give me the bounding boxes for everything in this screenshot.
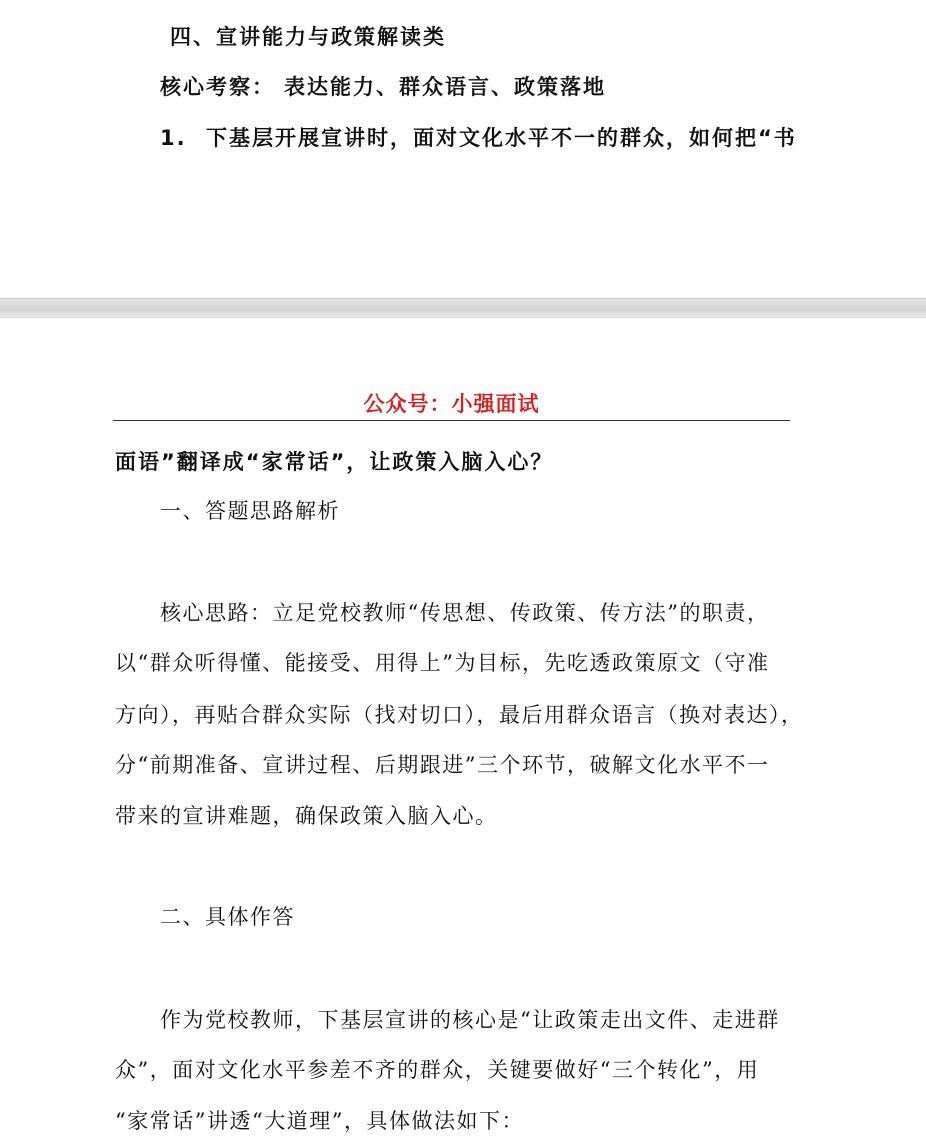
section1-heading: 一、答题思路解析	[160, 499, 340, 523]
para1-line: 带来的宣讲难题，确保政策入脑入心。	[115, 804, 498, 828]
document-page-bottom	[0, 318, 926, 1137]
para1-line: 核心思路：立足党校教师“传思想、传政策、传方法”的职责，	[160, 601, 770, 625]
para2-line: 作为党校教师，下基层宣讲的核心是“让政策走出文件、走进群	[160, 1008, 780, 1032]
para1-line: 以“群众听得懂、能接受、用得上”为目标，先吃透政策原文（守准	[115, 651, 770, 675]
page-header-rule	[113, 420, 790, 421]
core-items: 表达能力、群众语言、政策落地	[284, 75, 606, 99]
page-header-title: 公众号：小强面试	[363, 392, 540, 416]
core-label: 核心考察：	[160, 75, 275, 99]
page-break-gap	[0, 298, 926, 318]
para1-line: 方向），再贴合群众实际（找对切口），最后用群众语言（换对表达），	[115, 703, 804, 727]
para2-line: 众”，面对文化水平参差不齐的群众，关键要做好“三个转化”，用	[115, 1058, 760, 1082]
question-number: 1.	[160, 126, 187, 150]
document-page-top	[0, 0, 926, 298]
question-text-continued: 面语”翻译成“家常话”，让政策入脑入心？	[115, 450, 554, 474]
question-text-start: 下基层开展宣讲时，面对文化水平不一的群众，如何把“书	[206, 126, 797, 150]
para2-line: “家常话”讲透“大道理”，具体做法如下：	[115, 1109, 524, 1133]
section2-heading: 二、具体作答	[160, 905, 295, 929]
section-heading: 四、宣讲能力与政策解读类	[170, 25, 446, 49]
para1-line: 分“前期准备、宣讲过程、后期跟进”三个环节，破解文化水平不一	[115, 753, 770, 777]
